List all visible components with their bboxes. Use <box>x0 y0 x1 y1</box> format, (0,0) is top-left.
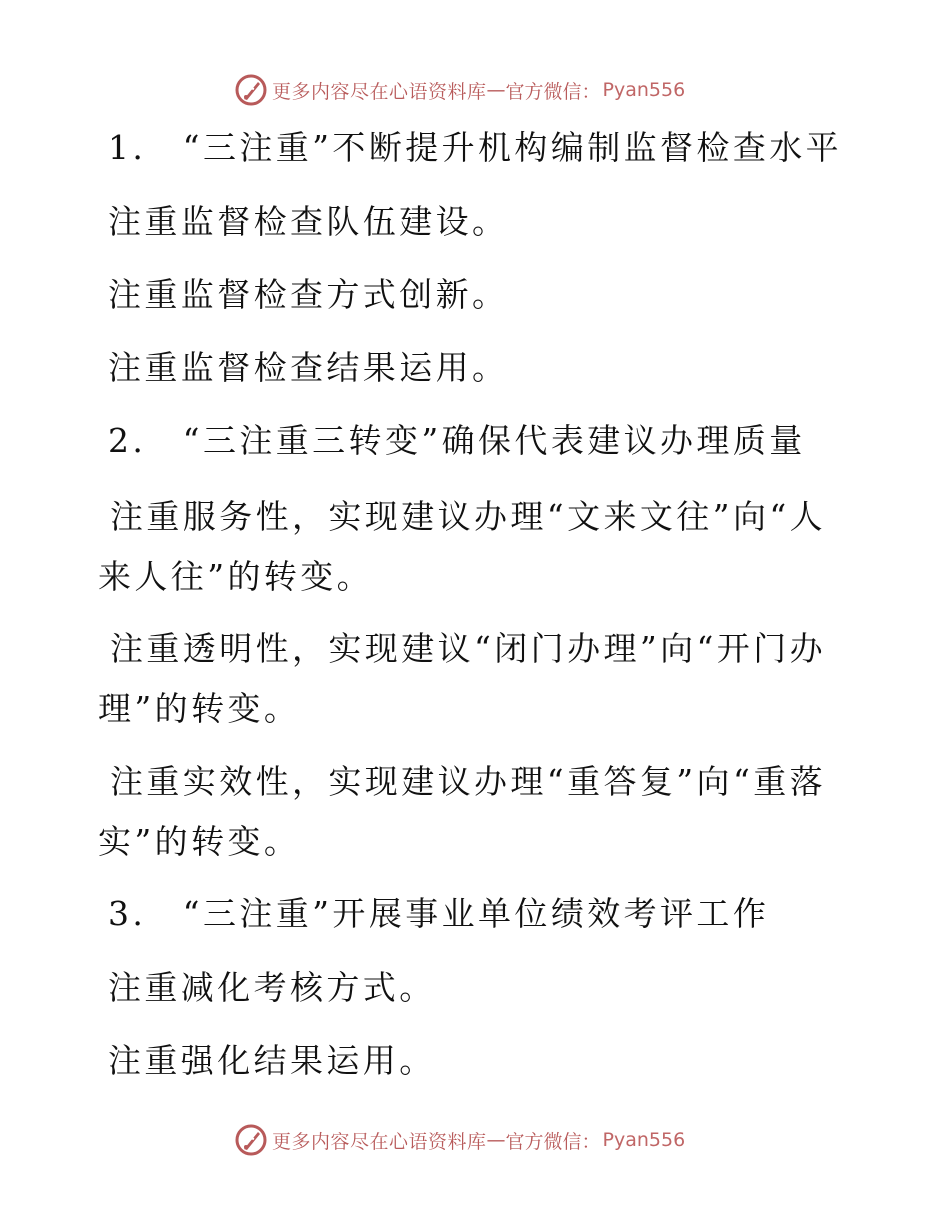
watermark-footer <box>234 1122 685 1158</box>
list-item: 注重实效性，实现建议办理“重答复”向“重落实”的转变。 <box>98 762 827 861</box>
list-item: 注重监督检查结果运用。 <box>108 348 509 387</box>
watermark-label: 官方微信： <box>505 80 601 103</box>
watermark-id: Pyan556 <box>602 79 686 101</box>
list-item: 注重减化考核方式。 <box>108 968 436 1007</box>
quill-logo-icon <box>234 1123 268 1157</box>
section-heading: 1. “三注重”不断提升机构编制监督检查水平 <box>108 128 843 167</box>
watermark-label: 官方微信： <box>505 1130 601 1153</box>
section-heading: 2. “三注重三转变”确保代表建议办理质量 <box>108 421 806 460</box>
watermark-main-text: 更多内容尽在心语资料库 <box>272 80 487 103</box>
list-item: 注重监督检查方式创新。 <box>108 275 509 314</box>
section-heading: 3. “三注重”开展事业单位绩效考评工作 <box>108 894 770 933</box>
quill-logo-icon <box>234 73 268 107</box>
watermark-id: Pyan556 <box>602 1129 686 1151</box>
watermark-separator: — <box>486 1129 506 1151</box>
list-item: 注重强化结果运用。 <box>108 1041 436 1080</box>
list-item: 注重监督检查队伍建设。 <box>108 202 509 241</box>
watermark-main-text: 更多内容尽在心语资料库 <box>272 1130 487 1153</box>
watermark-header <box>234 72 685 108</box>
list-item: 注重透明性，实现建议“闭门办理”向“开门办理”的转变。 <box>98 629 827 728</box>
list-item: 注重服务性，实现建议办理“文来文往”向“人来人往”的转变。 <box>98 497 827 596</box>
watermark-separator: — <box>486 79 506 101</box>
